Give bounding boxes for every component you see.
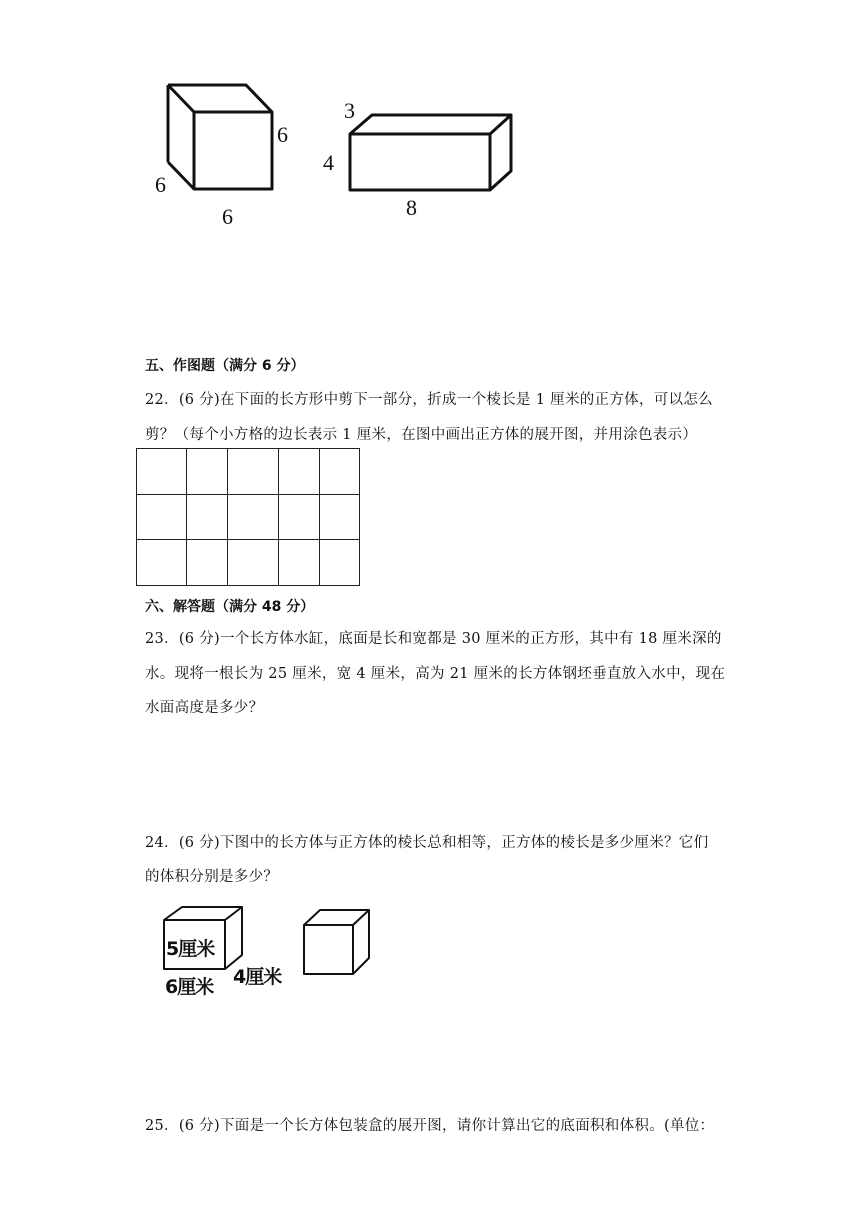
grid-cell[interactable] bbox=[279, 495, 319, 540]
q24-width-label: 4厘米 bbox=[233, 966, 282, 988]
cuboid-length-label: 8 bbox=[406, 195, 417, 220]
section6-title: 六、解答题（满分 48 分） bbox=[145, 599, 315, 615]
q22-line1: 22．(6 分)在下面的长方形中剪下一部分，折成一个棱长是 1 厘米的正方体，可以怎么 bbox=[145, 392, 713, 408]
grid-cell[interactable] bbox=[187, 495, 227, 540]
section5-title: 五、作图题（满分 6 分） bbox=[145, 358, 305, 374]
grid-cell[interactable] bbox=[279, 449, 319, 495]
q23-line1: 23．(6 分)一个长方体水缸，底面是长和宽都是 30 厘米的正方形，其中有 18 厘米深的 bbox=[145, 631, 722, 647]
grid-cell[interactable] bbox=[319, 449, 359, 495]
cube-bottom-label: 6 bbox=[222, 204, 233, 229]
cuboid-depth-label: 3 bbox=[344, 98, 355, 123]
q24-length-label: 6厘米 bbox=[165, 976, 214, 998]
q24-height-label: 5厘米 bbox=[166, 938, 215, 960]
cube-left-label: 6 bbox=[155, 172, 166, 197]
grid-cell[interactable] bbox=[137, 449, 187, 495]
cube-right-label: 6 bbox=[277, 122, 288, 147]
q23-line2: 水。现将一根长为 25 厘米，宽 4 厘米，高为 21 厘米的长方体钢坯垂直放入水中，现在 bbox=[145, 666, 726, 682]
q22-line2: 剪？（每个小方格的边长表示 1 厘米，在图中画出正方体的展开图，并用涂色表示） bbox=[145, 427, 698, 443]
grid-rectangle[interactable] bbox=[136, 448, 360, 586]
grid-cell[interactable] bbox=[319, 540, 359, 586]
grid-cell[interactable] bbox=[137, 495, 187, 540]
grid-cell[interactable] bbox=[227, 540, 278, 586]
q24-line2: 的体积分别是多少？ bbox=[145, 869, 279, 885]
grid-cell[interactable] bbox=[137, 540, 187, 586]
grid-cell[interactable] bbox=[279, 540, 319, 586]
q24-figure bbox=[155, 900, 385, 1000]
q25-line1: 25．(6 分)下面是一个长方体包装盒的展开图，请你计算出它的底面积和体积。(单位： bbox=[145, 1118, 715, 1134]
grid-cell[interactable] bbox=[227, 495, 278, 540]
grid-cell[interactable] bbox=[319, 495, 359, 540]
q24-line1: 24．(6 分)下图中的长方体与正方体的棱长总和相等，正方体的棱长是多少厘米？它们 bbox=[145, 835, 709, 851]
grid-cell[interactable] bbox=[187, 449, 227, 495]
cube-drawing bbox=[140, 78, 540, 238]
q23-line3: 水面高度是多少？ bbox=[145, 700, 264, 716]
top-figure bbox=[140, 78, 540, 238]
grid-cell[interactable] bbox=[187, 540, 227, 586]
grid-cell[interactable] bbox=[227, 449, 278, 495]
cuboid-height-label: 4 bbox=[323, 150, 334, 175]
